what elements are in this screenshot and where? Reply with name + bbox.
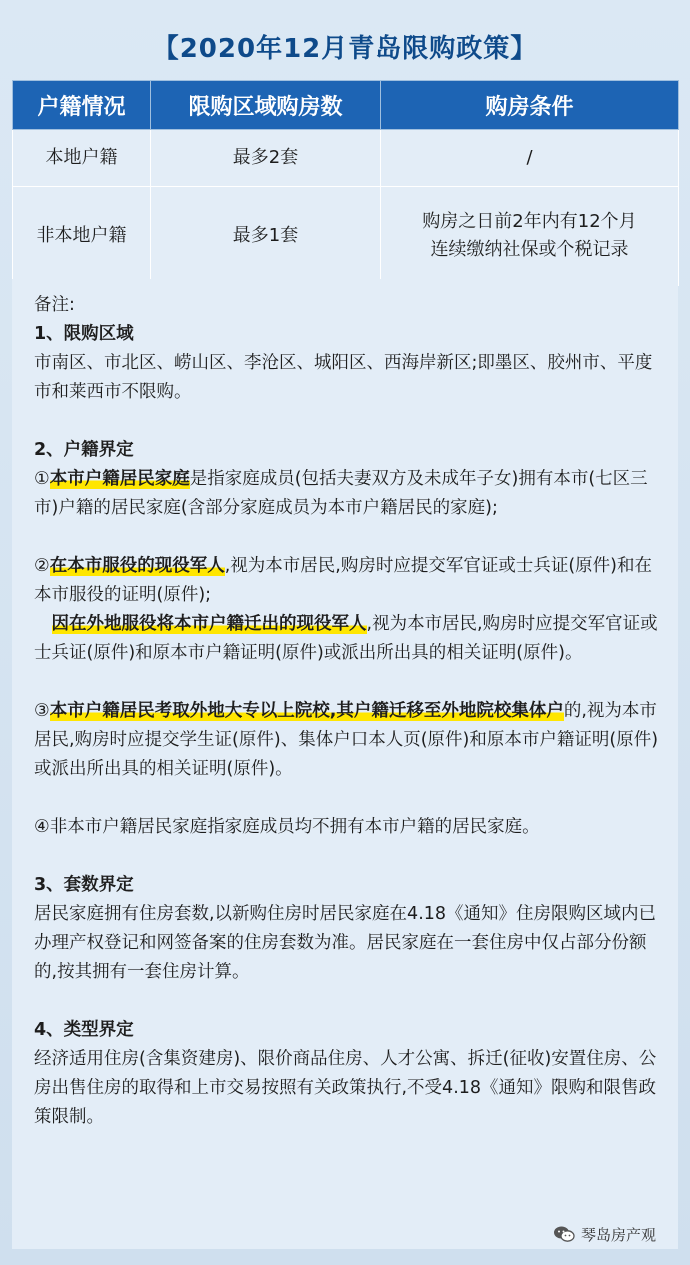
section-heading: 1、限购区域 bbox=[34, 324, 134, 344]
body-text: 是指家庭成员(包括夫妻双方及未成年子女)拥有本市(七区三市)户籍的居民家庭(含部分家庭成员为本市户籍居民的家庭); bbox=[34, 469, 648, 518]
body-text: 的,视为本市居民,购房时应提交学生证(原件)、集体户口本人页(原件)和原本市户籍证明(原件)或派出所出具的相关证明(原件)。 bbox=[34, 701, 659, 779]
section-text: 市南区、市北区、崂山区、李沧区、城阳区、西海岸新区;即墨区、胶州市、平度市和莱西市不限购。 bbox=[34, 353, 653, 402]
body-text: ,视为本市居民,购房时应提交军官证或士兵证(原件)和在本市服役的证明(原件); bbox=[34, 556, 652, 605]
cell-status: 本地户籍 bbox=[13, 130, 151, 187]
item-marker: ① bbox=[34, 469, 50, 489]
account-watermark bbox=[553, 1222, 656, 1246]
wechat-icon bbox=[553, 1225, 575, 1243]
section-text: 经济适用住房(含集资建房)、限价商品住房、人才公寓、拆迁(征收)安置住房、公房出售住房的取得和上市交易按照有关政策执行,不受4.18《通知》限购和限售政策限制。 bbox=[34, 1049, 657, 1127]
section-heading: 2、户籍界定 bbox=[34, 440, 134, 460]
cell-status: 非本地户籍 bbox=[13, 187, 151, 286]
highlight-text: 在本市服役的现役军人 bbox=[49, 556, 225, 576]
item-marker: ② bbox=[34, 556, 50, 576]
cell-condition bbox=[381, 187, 679, 286]
section-heading: 4、类型界定 bbox=[34, 1020, 134, 1040]
header-count: 限购区域购房数 bbox=[151, 81, 381, 130]
body-text: ,视为本市居民,购房时应提交军官证或士兵证(原件)和原本市户籍证明(原件)或派出所出具的相关证明(原件)。 bbox=[34, 614, 658, 663]
household-definition-2b bbox=[34, 610, 664, 668]
household-definition-3 bbox=[34, 697, 664, 784]
header-condition: 购房条件 bbox=[381, 81, 679, 130]
household-definition-2 bbox=[34, 552, 664, 610]
notes-label: 备注: bbox=[34, 295, 75, 315]
account-name: 琴岛房产观 bbox=[581, 1225, 657, 1244]
table-row bbox=[13, 187, 679, 286]
page-title: 【2020年12月青岛限购政策】 bbox=[152, 34, 538, 64]
highlight-text: 本市户籍居民家庭 bbox=[49, 469, 190, 489]
header-status: 户籍情况 bbox=[13, 81, 151, 130]
highlight-text: 因在外地服役将本市户籍迁出的现役军人 bbox=[51, 614, 367, 634]
policy-table bbox=[12, 80, 679, 286]
notes-panel bbox=[12, 279, 678, 1249]
table-row bbox=[13, 130, 679, 187]
cell-count: 最多2套 bbox=[151, 130, 381, 187]
cell-condition: / bbox=[381, 130, 679, 187]
condition-line: 连续缴纳社保或个税记录 bbox=[430, 239, 629, 260]
table-header-row bbox=[13, 81, 679, 130]
section-text: 居民家庭拥有住房套数,以新购住房时居民家庭在4.18《通知》住房限购区域内已办理产权登记和网签备案的住房套数为准。居民家庭在一套住房中仅占部分份额的,按其拥有一套住房计算。 bbox=[34, 904, 657, 982]
section-heading: 3、套数界定 bbox=[34, 875, 134, 895]
condition-line: 购房之日前2年内有12个月 bbox=[422, 211, 637, 232]
item-marker: ③ bbox=[34, 701, 50, 721]
household-definition-4: ④非本市户籍居民家庭指家庭成员均不拥有本市户籍的居民家庭。 bbox=[34, 817, 540, 837]
cell-count: 最多1套 bbox=[151, 187, 381, 286]
highlight-text: 本市户籍居民考取外地大专以上院校,其户籍迁移至外地院校集体户 bbox=[49, 701, 564, 721]
household-definition-1 bbox=[34, 465, 664, 523]
